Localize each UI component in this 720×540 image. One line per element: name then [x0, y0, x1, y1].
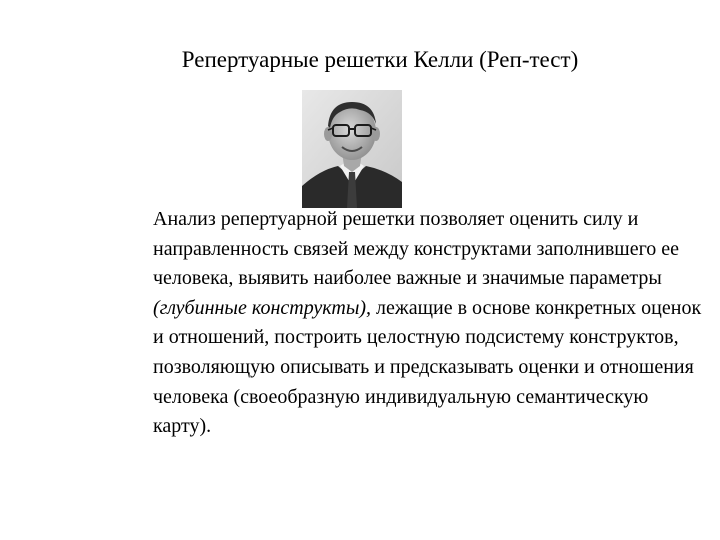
- body-text-italic: (глубинные конструкты),: [153, 296, 372, 319]
- slide-title: Репертуарные решетки Келли (Реп-тест): [181, 47, 579, 72]
- portrait-photo: [302, 90, 402, 208]
- body-text-part1: Анализ репертуарной решетки позволяет оценить силу и направленность связей между конструктами заполнившего ее человека, выявить наиболее важные и значимые параметры: [153, 208, 680, 290]
- body-paragraph: [153, 205, 708, 442]
- body-text-part2: лежащие в основе конкретных оценок и отношений, построить целостную подсистему конструктов, позволяющую описывать и предсказывать оценки и отношения человека (своеобразную индивидуальную семантическую карту).: [153, 296, 702, 438]
